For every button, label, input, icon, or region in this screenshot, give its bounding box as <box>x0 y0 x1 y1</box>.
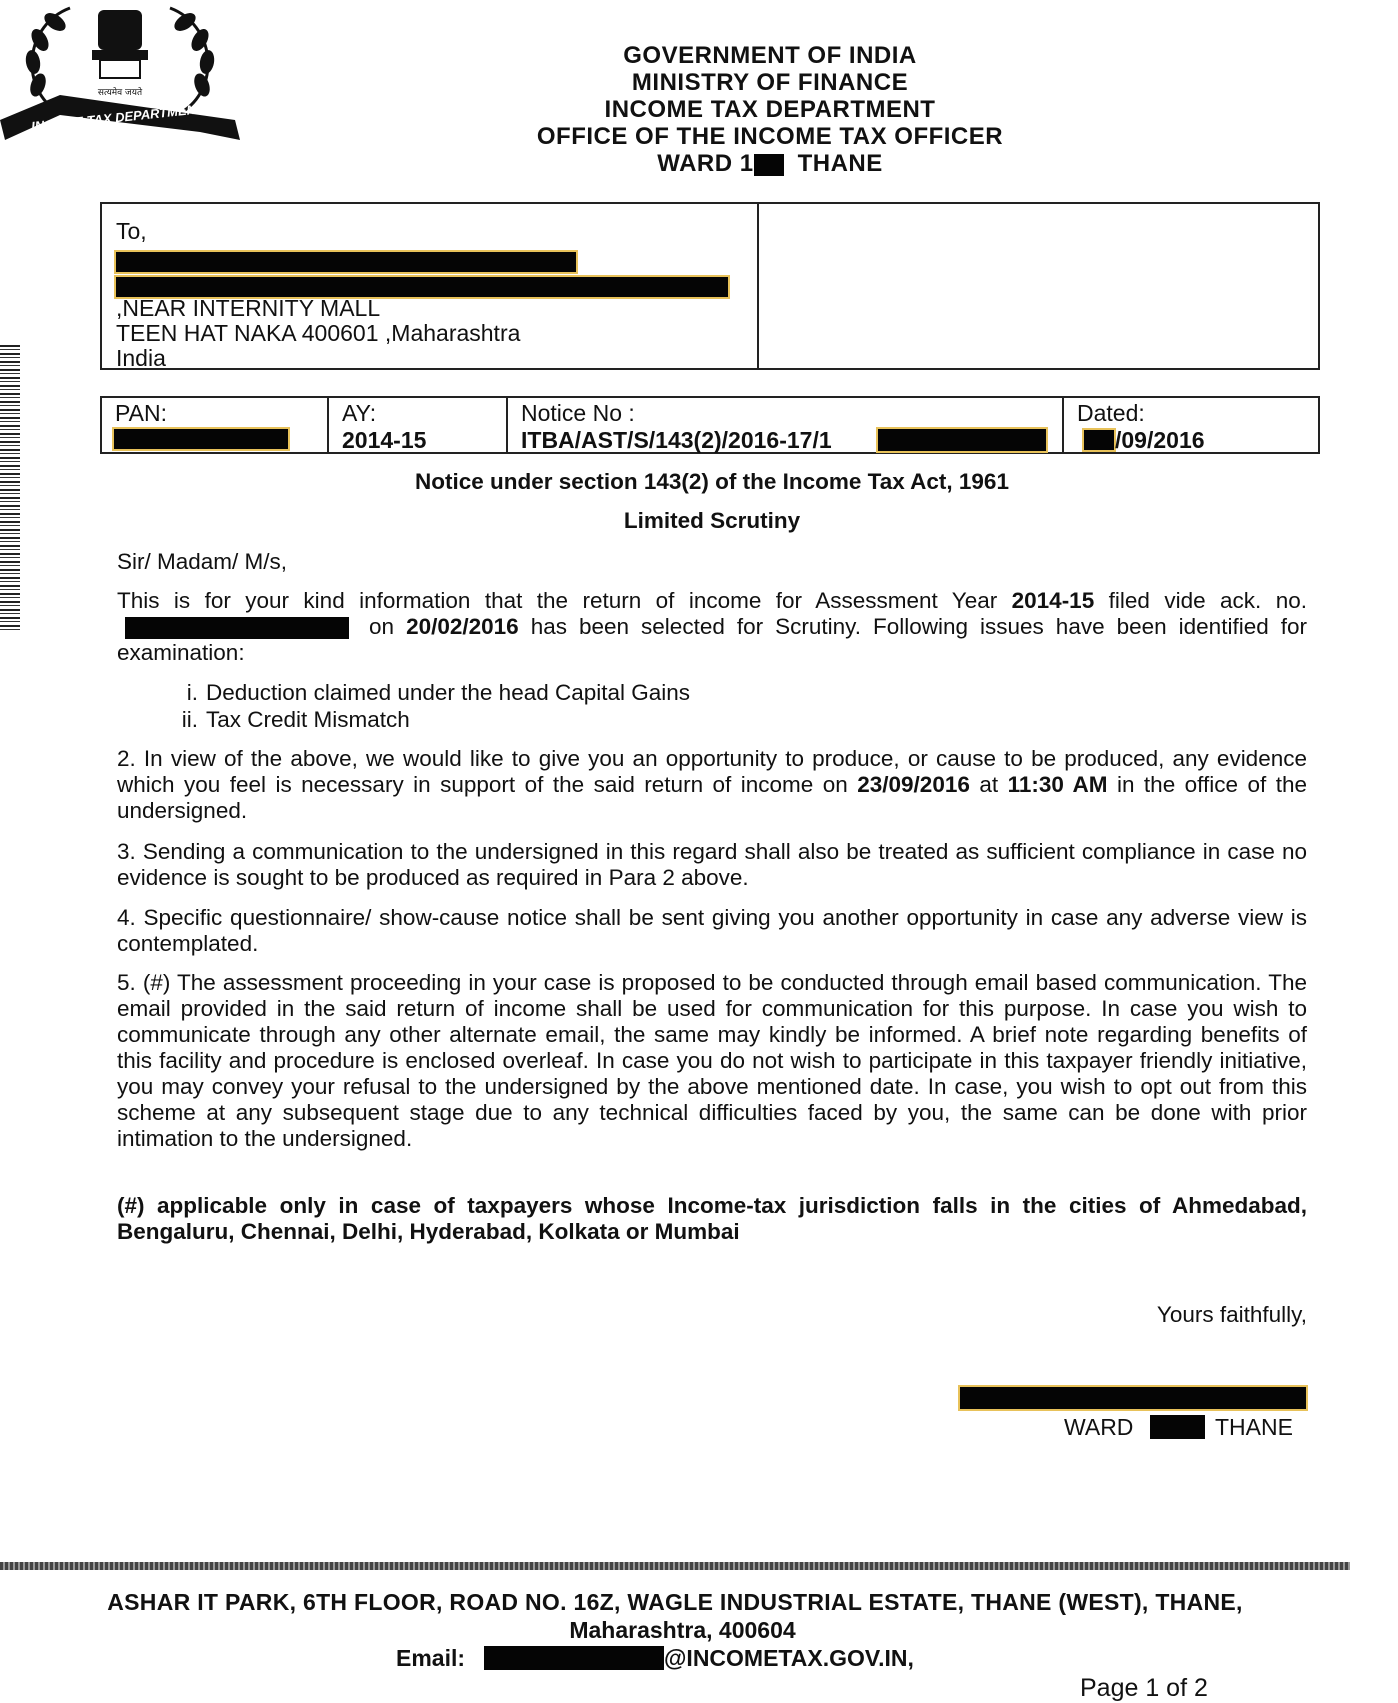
redaction-pan <box>112 427 290 451</box>
emblem-icon <box>0 0 245 155</box>
redaction-signatory <box>958 1385 1308 1411</box>
notice-label: Notice No : <box>521 400 635 426</box>
ay-value: 2014-15 <box>342 427 427 453</box>
paragraph-3: 3. Sending a communication to the undersigned in this regard shall also be treated as sufficient compliance in case no evidence is sought to be produced as required in Para 2 above. <box>117 839 1307 890</box>
issue-text: Deduction claimed under the head Capital Gains <box>206 680 691 705</box>
footer-divider <box>0 1562 1350 1570</box>
table-divider <box>327 396 329 454</box>
notice-title: Notice under section 143(2) of the Income Tax Act, 1961 <box>415 469 1009 494</box>
redaction-ward <box>1150 1415 1205 1439</box>
paragraph-2 <box>117 746 1307 824</box>
redaction-notice <box>876 427 1048 453</box>
issue-text: Tax Credit Mismatch <box>206 707 410 732</box>
address-line2: TEEN HAT NAKA 400601 ,Maharashtra <box>116 320 521 346</box>
redaction <box>754 154 784 176</box>
notice-value: ITBA/AST/S/143(2)/2016-17/1 <box>521 427 832 453</box>
header-department: INCOME TAX DEPARTMENT <box>604 96 936 123</box>
address-block <box>116 296 520 371</box>
p2-text-c: in the office of the undersigned. <box>117 772 1307 823</box>
paragraph-1 <box>117 588 1307 666</box>
p1-text-c: on <box>369 614 395 639</box>
p1-text-a: This is for your kind information that the return of income for Assessment Year <box>117 588 998 613</box>
redaction-name <box>114 250 578 274</box>
paragraph-5: 5. (#) The assessment proceeding in your case is proposed to be conducted through email based communication. The email provided in the said return of income shall be used for communication for this purpose. In case you wish to communicate through any other alternate email, the same may kindly be informed. A brief note regarding benefits of this facility and procedure is enclosed overleaf. In case you do not wish to participate in this taxpayer friendly initiative, you may convey your refusal to the undersigned by the above mentioned date. In case, you wish to opt out from this scheme at any subsequent stage due to any technical difficulties faced by you, the same can be done with prior intimation to the undersigned. <box>117 970 1307 1151</box>
address-line3: India <box>116 345 166 371</box>
paragraph-4: 4. Specific questionnaire/ show-cause notice shall be sent giving you another opportunity in case any adverse view is contemplated. <box>117 905 1307 956</box>
dated-value: /09/2016 <box>1115 427 1205 453</box>
header-office: OFFICE OF THE INCOME TAX OFFICER <box>536 123 1004 150</box>
footer-address-line2: Maharashtra, 400604 <box>569 1617 796 1643</box>
barcode <box>0 345 20 630</box>
table-divider <box>1062 396 1064 454</box>
to-label: To, <box>116 218 147 244</box>
header-government: GOVERNMENT OF INDIA <box>623 42 917 69</box>
svg-text:सत्यमेव जयते: सत्यमेव जयते <box>97 88 143 98</box>
address-box-divider <box>757 202 759 370</box>
p2-text-a: 2. In view of the above, we would like to give you an opportunity to produce, or cause to be produced, any evidence which you feel is necessary in support of the said return of income on <box>117 746 1307 797</box>
footer-email-domain: @INCOMETAX.GOV.IN, <box>664 1645 914 1671</box>
p1-ay: 2014-15 <box>1011 588 1095 613</box>
p2-date: 23/09/2016 <box>857 772 970 797</box>
header-ministry: MINISTRY OF FINANCE <box>631 69 909 96</box>
closing: Yours faithfully, <box>1156 1302 1307 1327</box>
issue-item <box>150 706 690 733</box>
ay-label: AY: <box>342 400 377 426</box>
issue-list <box>150 679 690 733</box>
signature-ward-prefix: WARD <box>1064 1414 1134 1440</box>
redaction-date <box>1082 428 1116 452</box>
issue-item <box>150 679 690 706</box>
notice-subtitle: Limited Scrutiny <box>623 508 801 533</box>
svg-text:INCOME TAX DEPARTMENT: INCOME TAX DEPARTMENT <box>30 101 205 135</box>
income-tax-logo <box>0 0 245 155</box>
p1-date: 20/02/2016 <box>406 614 519 639</box>
p1-text-d: has been selected for Scrutiny. Following issues have been identified for examination: <box>117 614 1307 665</box>
redaction-email <box>484 1646 664 1670</box>
redaction-ack <box>125 617 349 639</box>
jurisdiction-note: (#) applicable only in case of taxpayers whose Income-tax jurisdiction falls in the cities of Ahmedabad, Bengaluru, Chennai, Delhi, Hyderabad, Kolkata or Mumbai <box>117 1193 1307 1244</box>
footer-email-label: Email: <box>396 1645 466 1671</box>
address-line1: ,NEAR INTERNITY MALL <box>116 295 381 321</box>
issue-num: i. <box>186 680 198 705</box>
header-ward-prefix: WARD 1 <box>657 150 754 177</box>
dated-label: Dated: <box>1077 400 1145 426</box>
header-ward-suffix: THANE <box>797 150 883 177</box>
footer-address-line1: ASHAR IT PARK, 6TH FLOOR, ROAD NO. 16Z, WAGLE INDUSTRIAL ESTATE, THANE (WEST), THANE, <box>107 1589 1243 1615</box>
table-divider <box>506 396 508 454</box>
signature-ward-suffix: THANE <box>1215 1414 1293 1440</box>
p2-text-b: at <box>979 772 999 797</box>
salutation: Sir/ Madam/ M/s, <box>117 549 288 574</box>
p2-time: 11:30 AM <box>1007 772 1108 797</box>
page-number: Page 1 of 2 <box>1080 1674 1208 1702</box>
p1-text-b: filed vide ack. no. <box>1108 588 1307 613</box>
pan-label: PAN: <box>115 400 167 426</box>
issue-num: ii. <box>181 707 198 732</box>
header-ward <box>500 150 1040 177</box>
